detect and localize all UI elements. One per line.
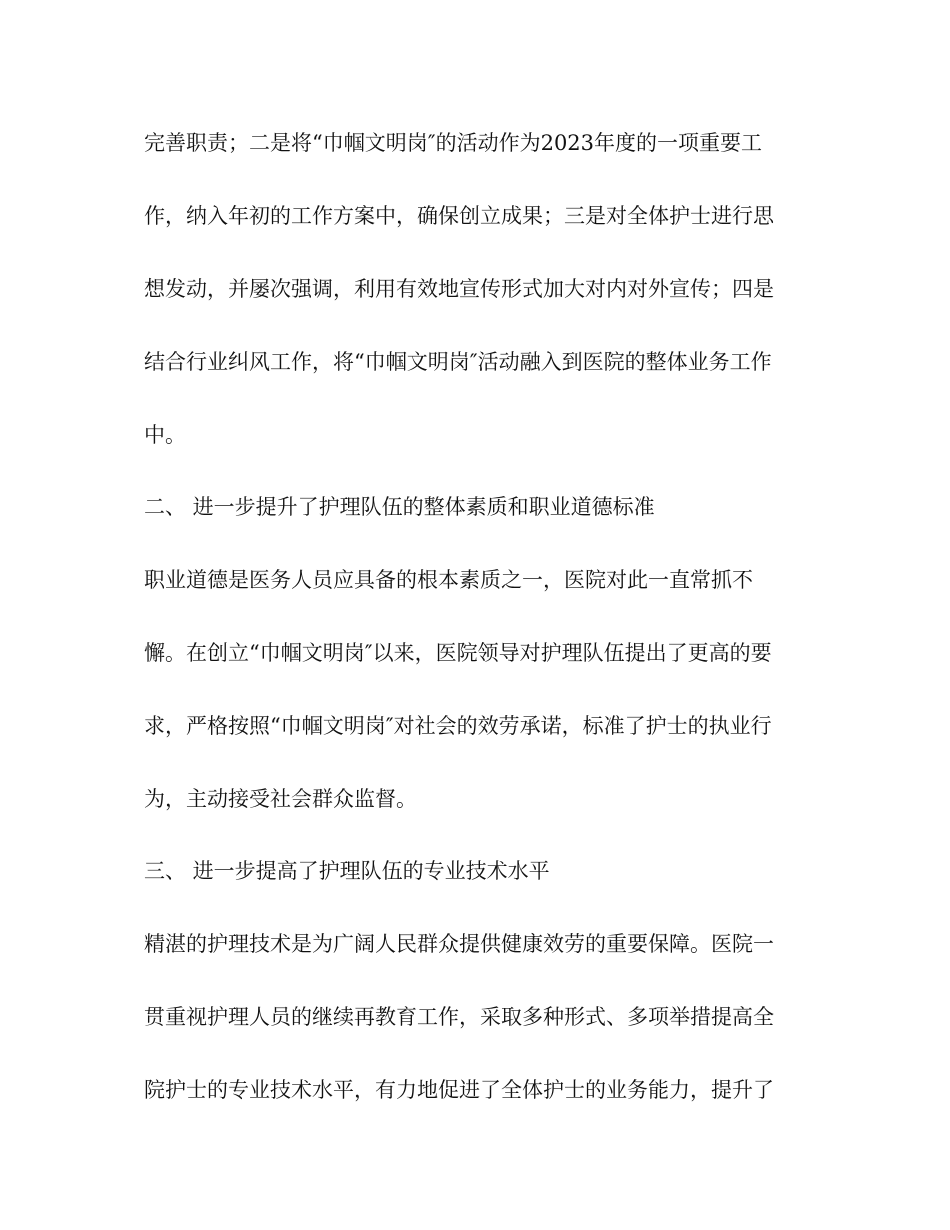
paragraph-line: 完善职责；二是将“巾帼文明岗″的活动作为2023年度的一项重要工 (144, 131, 763, 155)
paragraph-line: 想发动，并屡次强调，利用有效地宣传形式加大对内对外宣传；四是 (144, 277, 774, 301)
section-heading: 二、 进一步提升了护理队伍的整体素质和职业道德标准 (144, 495, 655, 519)
paragraph-line: 精湛的护理技术是为广阔人民群众提供健康效劳的重要保障。医院一 (144, 932, 774, 956)
paragraph-line: 懈。在创立“巾帼文明岗″以来，医院领导对护理队伍提出了更高的要 (144, 641, 772, 665)
paragraph-line: 为，主动接受社会群众监督。 (144, 787, 417, 811)
paragraph-line: 职业道德是医务人员应具备的根本素质之一，医院对此一直常抓不 (144, 568, 753, 592)
section-heading: 三、 进一步提高了护理队伍的专业技术水平 (144, 859, 550, 883)
paragraph-line: 中。 (144, 423, 186, 447)
paragraph-line: 贯重视护理人员的继续再教育工作，采取多种形式、多项举措提高全 (144, 1005, 774, 1029)
paragraph-line: 求，严格按照“巾帼文明岗″对社会的效劳承诺，标准了护士的执业行 (144, 714, 772, 738)
paragraph-line: 院护士的专业技术水平，有力地促进了全体护士的业务能力，提升了 (144, 1078, 774, 1102)
paragraph-line: 作，纳入年初的工作方案中，确保创立成果；三是对全体护士进行思 (144, 204, 774, 228)
paragraph-line: 结合行业纠风工作，将“巾帼文明岗″活动融入到医院的整体业务工作 (144, 350, 772, 374)
